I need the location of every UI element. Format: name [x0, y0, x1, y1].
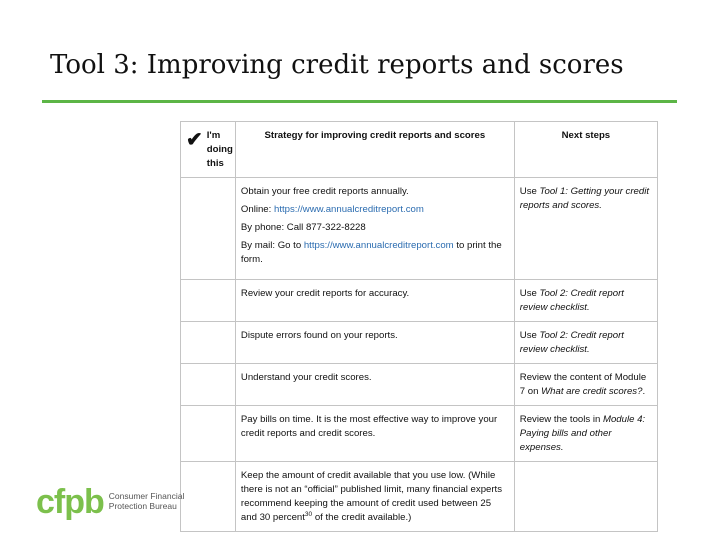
annualcreditreport-link[interactable]: https://www.annualcreditreport.com [273, 203, 424, 215]
table-row [181, 406, 658, 462]
doing-this-cell[interactable] [181, 322, 236, 364]
page-title: Tool 3: Improving credit reports and scores [50, 50, 624, 80]
doing-this-cell[interactable] [181, 462, 236, 532]
strategy-cell: Obtain your free credit reports annually. Online: https://www.annualcreditreport.com By phone: Call 877-322-8228 By mail: Go to https://www.annualcreditreport.com to print the form. [235, 178, 514, 280]
table-header-row [181, 122, 658, 178]
table-row [181, 364, 658, 406]
strategy-cell: Understand your credit scores. [235, 364, 514, 406]
check-mark-icon: ✔ [186, 129, 203, 151]
strategy-cell: Dispute errors found on your reports. [235, 322, 514, 364]
header-im-doing-this-label: I'm doing this [206, 130, 233, 169]
footnote-ref: 30 [304, 510, 313, 518]
strategy-table [180, 121, 658, 532]
doing-this-cell[interactable] [181, 406, 236, 462]
annualcreditreport-link[interactable]: https://www.annualcreditreport.com [303, 239, 454, 251]
next-steps-cell [514, 462, 657, 532]
next-steps-cell: Use Tool 2: Credit report review checklist. [514, 280, 657, 322]
next-steps-cell: Review the content of Module 7 on What are credit scores?. [514, 364, 657, 406]
doing-this-cell[interactable] [181, 178, 236, 280]
strategy-cell: Keep the amount of credit available that you use low. (While there is not an “official” published limit, many financial experts recommend keeping the amount of credit used between 25 and 30 percent$^{30}$ of the credit available.) [235, 462, 514, 532]
doing-this-cell[interactable] [181, 280, 236, 322]
next-steps-cell: Use Tool 2: Credit report review checklist. [514, 322, 657, 364]
header-next-steps: Next steps [514, 122, 657, 178]
next-steps-cell: Use Tool 1: Getting your credit reports and scores. [514, 178, 657, 280]
cfpb-logo-text: Consumer Financial Protection Bureau [108, 491, 185, 511]
doing-this-cell[interactable] [181, 364, 236, 406]
next-steps-cell: Review the tools in Module 4: Paying bills and other expenses. [514, 406, 657, 462]
table-row [181, 322, 658, 364]
cfpb-logo [36, 485, 184, 519]
title-divider [42, 100, 677, 103]
table-row [181, 462, 658, 532]
strategy-cell: Review your credit reports for accuracy. [235, 280, 514, 322]
table-row [181, 178, 658, 280]
cfpb-logo-mark: cfpb [36, 483, 104, 521]
header-im-doing-this [181, 122, 236, 178]
table-row [181, 280, 658, 322]
strategy-cell: Pay bills on time. It is the most effective way to improve your credit reports and credit scores. [235, 406, 514, 462]
header-strategy: Strategy for improving credit reports and scores [235, 122, 514, 178]
